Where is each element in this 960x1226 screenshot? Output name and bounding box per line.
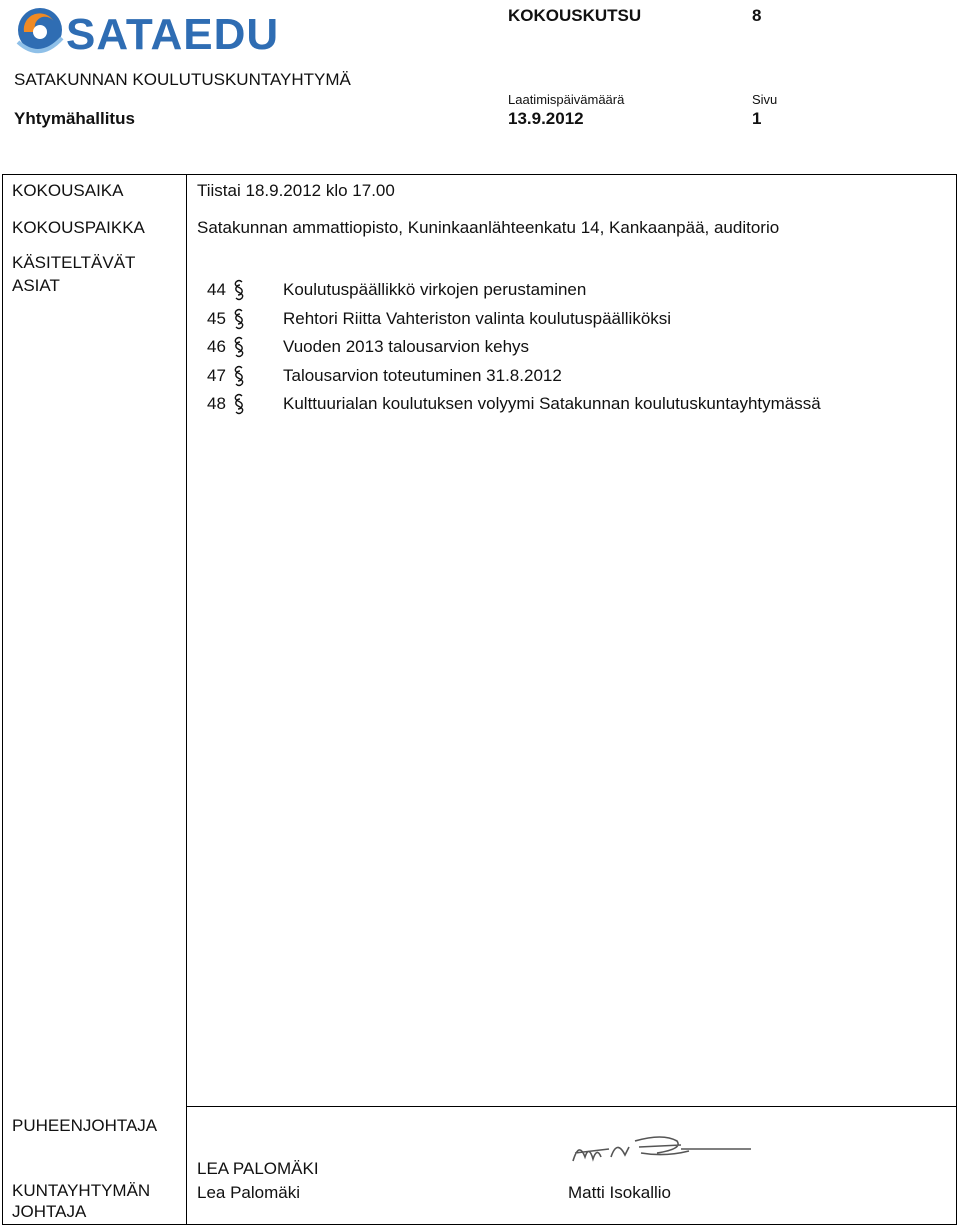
agenda-label-line1: KÄSITELTÄVÄT — [12, 253, 136, 272]
chair-name: Lea Palomäki — [197, 1183, 301, 1202]
director-name: Matti Isokallio — [568, 1183, 671, 1202]
column-divider — [186, 174, 187, 1225]
page-value: 1 — [752, 109, 762, 128]
section-sign-icon — [232, 336, 246, 358]
agenda-item-number: 47 — [207, 366, 226, 385]
section-sign-icon — [232, 393, 246, 415]
document-type: KOKOUSKUTSU — [508, 6, 642, 25]
handwritten-signature — [565, 1127, 755, 1175]
page-label: Sivu — [752, 92, 778, 107]
agenda-item-number: 46 — [207, 337, 226, 356]
logo-text: SATAEDU — [66, 10, 280, 59]
agenda-item-number: 44 — [207, 280, 226, 299]
agenda-item-title: Koulutuspäällikkö virkojen perustaminen — [283, 280, 587, 299]
director-label-line2: JOHTAJA — [12, 1202, 87, 1221]
date-value: 13.9.2012 — [508, 109, 584, 128]
chair-label: PUHEENJOHTAJA — [12, 1116, 158, 1135]
document-number: 8 — [752, 6, 762, 25]
agenda-item-number: 48 — [207, 394, 226, 413]
organization-name: SATAKUNNAN KOULUTUSKUNTAYHTYMÄ — [14, 70, 351, 89]
agenda-item-number: 45 — [207, 309, 226, 328]
meeting-time-label: KOKOUSAIKA — [12, 181, 124, 200]
section-sign-icon — [232, 279, 246, 301]
agenda-item-title: Vuoden 2013 talousarvion kehys — [283, 337, 530, 356]
meeting-place-label: KOKOUSPAIKKA — [12, 218, 145, 237]
chair-name-upper: LEA PALOMÄKI — [197, 1159, 319, 1178]
agenda-item-title: Kulttuurialan koulutuksen volyymi Satakunnan koulutuskuntayhtymässä — [283, 394, 821, 413]
agenda-item-title: Rehtori Riitta Vahteriston valinta koulutuspäälliköksi — [283, 309, 672, 328]
meeting-time-value: Tiistai 18.9.2012 klo 17.00 — [197, 181, 395, 200]
agenda-label-line2: ASIAT — [12, 276, 60, 295]
board-name: Yhtymähallitus — [14, 109, 135, 128]
signature-divider — [186, 1106, 957, 1107]
section-sign-icon — [232, 365, 246, 387]
document-frame — [2, 174, 957, 1225]
section-sign-icon — [232, 308, 246, 330]
meeting-place-value: Satakunnan ammattiopisto, Kuninkaanlähteenkatu 14, Kankaanpää, auditorio — [197, 218, 780, 237]
date-label: Laatimispäivämäärä — [508, 92, 625, 107]
director-label-line1: KUNTAYHTYMÄN — [12, 1181, 151, 1200]
agenda-item-title: Talousarvion toteutuminen 31.8.2012 — [283, 366, 562, 385]
